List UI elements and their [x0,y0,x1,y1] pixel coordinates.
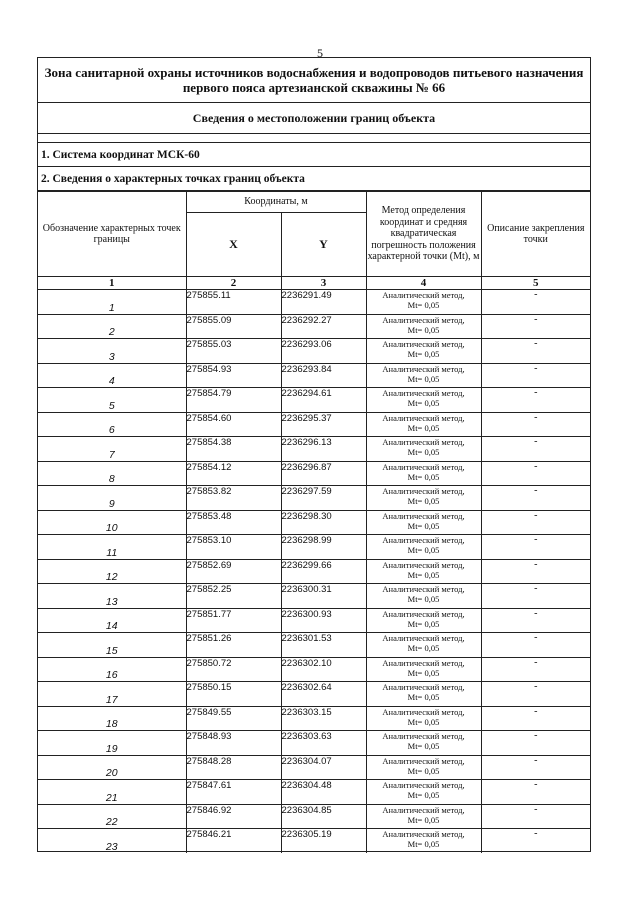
method-line: Аналитический метод, [382,486,465,496]
page-number: 5 [317,46,323,60]
document-frame [37,57,591,852]
method-line: Аналитический метод, [382,829,465,839]
section-divider [38,134,590,143]
description-cell: - [481,731,590,756]
method-cell [366,829,481,853]
coord-y: 2236296.13 [281,437,366,462]
coord-y: 2236304.07 [281,755,366,780]
method-line: Аналитический метод, [382,412,465,423]
table-row [38,706,590,731]
coord-x: 275855.03 [186,339,281,364]
coord-y: 2236294.61 [281,388,366,413]
method-line: Аналитический метод, [382,535,465,545]
coord-x: 275846.21 [186,829,281,853]
description-cell: - [481,706,590,731]
method-line: Аналитический метод, [382,706,465,717]
coord-x: 275854.93 [186,363,281,388]
method-cell [366,363,481,388]
method-line: Аналитический метод, [382,584,465,594]
method-cell [366,731,481,756]
table-row [38,510,590,535]
coord-y: 2236305.19 [281,829,366,853]
description-cell: - [481,657,590,682]
method-accuracy: Mt= 0,05 [407,569,440,580]
coord-y: 2236297.59 [281,486,366,511]
coord-x: 275848.93 [186,731,281,756]
method-line: Аналитический метод, [382,461,465,472]
description-cell: - [481,486,590,511]
description-cell: - [481,314,590,339]
table-row [38,314,590,339]
coord-x: 275853.48 [186,510,281,535]
method-cell [366,780,481,805]
table-row [38,731,590,756]
table-row [38,657,590,682]
coord-x: 275847.61 [186,780,281,805]
coord-y: 2236301.53 [281,633,366,658]
method-cell [366,388,481,413]
method-cell [366,339,481,364]
coord-y: 2236302.10 [281,657,366,682]
coord-x: 275854.12 [186,461,281,486]
method-cell [366,755,481,780]
table-row [38,363,590,388]
coord-x: 275853.10 [186,535,281,560]
method-cell [366,559,481,584]
method-accuracy: Mt= 0,05 [407,545,440,555]
method-cell [366,608,481,633]
method-accuracy: Mt= 0,05 [407,422,440,433]
method-accuracy: Mt= 0,05 [407,692,440,702]
point-number: 18 [38,706,186,731]
method-cell [366,584,481,609]
point-number: 3 [38,339,186,364]
point-number: 12 [38,559,186,584]
method-line: Аналитический метод, [382,682,465,692]
description-cell: - [481,363,590,388]
description-cell: - [481,584,590,609]
table-row [38,339,590,364]
method-line: Аналитический метод, [382,437,465,447]
coord-y: 2236293.06 [281,339,366,364]
point-number: 13 [38,584,186,609]
method-line: Аналитический метод, [382,290,465,300]
column-number: 4 [366,277,481,290]
method-accuracy: Mt= 0,05 [407,594,440,604]
description-cell: - [481,682,590,707]
method-line: Аналитический метод, [382,755,465,766]
method-cell [366,535,481,560]
coord-x: 275854.60 [186,412,281,437]
coord-x: 275855.09 [186,314,281,339]
description-cell: - [481,804,590,829]
description-cell: - [481,633,590,658]
method-line: Аналитический метод, [382,804,465,815]
point-number: 17 [38,682,186,707]
coord-x: 275850.15 [186,682,281,707]
method-accuracy: Mt= 0,05 [407,667,440,678]
coord-x: 275852.25 [186,584,281,609]
description-cell: - [481,829,590,853]
point-number: 9 [38,486,186,511]
point-number: 21 [38,780,186,805]
header-y: Y [281,213,366,277]
method-accuracy: Mt= 0,05 [407,839,440,849]
coord-y: 2236303.63 [281,731,366,756]
table-row [38,388,590,413]
table-row [38,412,590,437]
header-method: Метод определения координат и средняя квадратическая погрешность положения характерной точки (Mt), м [366,192,481,277]
method-line: Аналитический метод, [382,363,465,374]
coord-y: 2236295.37 [281,412,366,437]
coord-x: 275852.69 [186,559,281,584]
method-accuracy: Mt= 0,05 [407,349,440,359]
table-row [38,682,590,707]
method-line: Аналитический метод, [382,780,465,790]
point-number: 2 [38,314,186,339]
method-cell [366,804,481,829]
method-accuracy: Mt= 0,05 [407,765,440,776]
method-cell [366,412,481,437]
header-x: X [186,213,281,277]
coord-x: 275854.38 [186,437,281,462]
header-coordinates: Координаты, м [186,192,366,213]
method-accuracy: Mt= 0,05 [407,520,440,531]
column-number: 2 [186,277,281,290]
description-cell: - [481,461,590,486]
points-heading: 2. Сведения о характерных точках границ объекта [38,167,590,191]
description-cell: - [481,608,590,633]
method-accuracy: Mt= 0,05 [407,447,440,457]
point-number: 4 [38,363,186,388]
section-header: Сведения о местоположении границ объекта [38,103,590,134]
table-row [38,461,590,486]
method-cell [366,633,481,658]
method-accuracy: Mt= 0,05 [407,300,440,310]
description-cell: - [481,755,590,780]
method-accuracy: Mt= 0,05 [407,471,440,482]
method-accuracy: Mt= 0,05 [407,790,440,800]
table-row [38,780,590,805]
method-line: Аналитический метод, [382,314,465,325]
coord-y: 2236298.99 [281,535,366,560]
method-line: Аналитический метод, [382,388,465,398]
description-cell: - [481,339,590,364]
description-cell: - [481,412,590,437]
description-cell: - [481,388,590,413]
point-number: 14 [38,608,186,633]
method-cell [366,657,481,682]
coord-y: 2236293.84 [281,363,366,388]
column-number: 3 [281,277,366,290]
coord-y: 2236298.30 [281,510,366,535]
table-row [38,584,590,609]
method-line: Аналитический метод, [382,510,465,521]
coord-y: 2236304.85 [281,804,366,829]
point-number: 6 [38,412,186,437]
description-cell: - [481,559,590,584]
method-accuracy: Mt= 0,05 [407,324,440,335]
method-cell [366,314,481,339]
coord-y: 2236291.49 [281,290,366,315]
coord-x: 275855.11 [186,290,281,315]
coord-x: 275848.28 [186,755,281,780]
coord-x: 275853.82 [186,486,281,511]
method-cell [366,510,481,535]
coord-x: 275849.55 [186,706,281,731]
column-numbers-row [38,277,590,290]
header-description: Описание закрепления точки [481,192,590,277]
coord-y: 2236299.66 [281,559,366,584]
table-row [38,829,590,853]
coord-x: 275854.79 [186,388,281,413]
method-accuracy: Mt= 0,05 [407,373,440,384]
table-row [38,755,590,780]
table-row [38,804,590,829]
method-accuracy: Mt= 0,05 [407,716,440,727]
coord-y: 2236296.87 [281,461,366,486]
method-accuracy: Mt= 0,05 [407,618,440,629]
method-line: Аналитический метод, [382,559,465,570]
point-number: 10 [38,510,186,535]
method-cell [366,706,481,731]
point-number: 19 [38,731,186,756]
table-row [38,559,590,584]
description-cell: - [481,535,590,560]
point-number: 15 [38,633,186,658]
coord-y: 2236292.27 [281,314,366,339]
point-number: 23 [38,829,186,853]
table-row [38,290,590,315]
coordinates-table [38,191,590,853]
method-accuracy: Mt= 0,05 [407,496,440,506]
point-number: 22 [38,804,186,829]
point-number: 7 [38,437,186,462]
method-accuracy: Mt= 0,05 [407,814,440,825]
method-cell [366,290,481,315]
coord-y: 2236300.93 [281,608,366,633]
method-line: Аналитический метод, [382,633,465,643]
point-number: 8 [38,461,186,486]
header-point-designation: Обозначение характерных точек границы [38,192,186,277]
description-cell: - [481,780,590,805]
method-line: Аналитический метод, [382,339,465,349]
table-row [38,437,590,462]
coord-x: 275850.72 [186,657,281,682]
coord-x: 275846.92 [186,804,281,829]
points-table-body [38,290,590,853]
column-number: 5 [481,277,590,290]
point-number: 5 [38,388,186,413]
column-number: 1 [38,277,186,290]
coord-y: 2236300.31 [281,584,366,609]
method-accuracy: Mt= 0,05 [407,643,440,653]
description-cell: - [481,510,590,535]
coordinate-system-line: 1. Система координат МСК-60 [38,143,590,167]
coord-y: 2236303.15 [281,706,366,731]
point-number: 1 [38,290,186,315]
coord-y: 2236302.64 [281,682,366,707]
method-cell [366,486,481,511]
method-line: Аналитический метод, [382,657,465,668]
method-line: Аналитический метод, [382,608,465,619]
point-number: 20 [38,755,186,780]
method-accuracy: Mt= 0,05 [407,398,440,408]
method-cell [366,682,481,707]
coord-x: 275851.77 [186,608,281,633]
table-row [38,608,590,633]
method-cell [366,461,481,486]
method-line: Аналитический метод, [382,731,465,741]
table-row [38,486,590,511]
coord-y: 2236304.48 [281,780,366,805]
table-row [38,535,590,560]
table-row [38,633,590,658]
method-cell [366,437,481,462]
description-cell: - [481,437,590,462]
point-number: 11 [38,535,186,560]
description-cell: - [481,290,590,315]
point-number: 16 [38,657,186,682]
method-accuracy: Mt= 0,05 [407,741,440,751]
document-title: Зона санитарной охраны источников водоснабжения и водопроводов питьевого назначения первого пояса артезианской скважины № 66 [38,58,590,103]
coord-x: 275851.26 [186,633,281,658]
